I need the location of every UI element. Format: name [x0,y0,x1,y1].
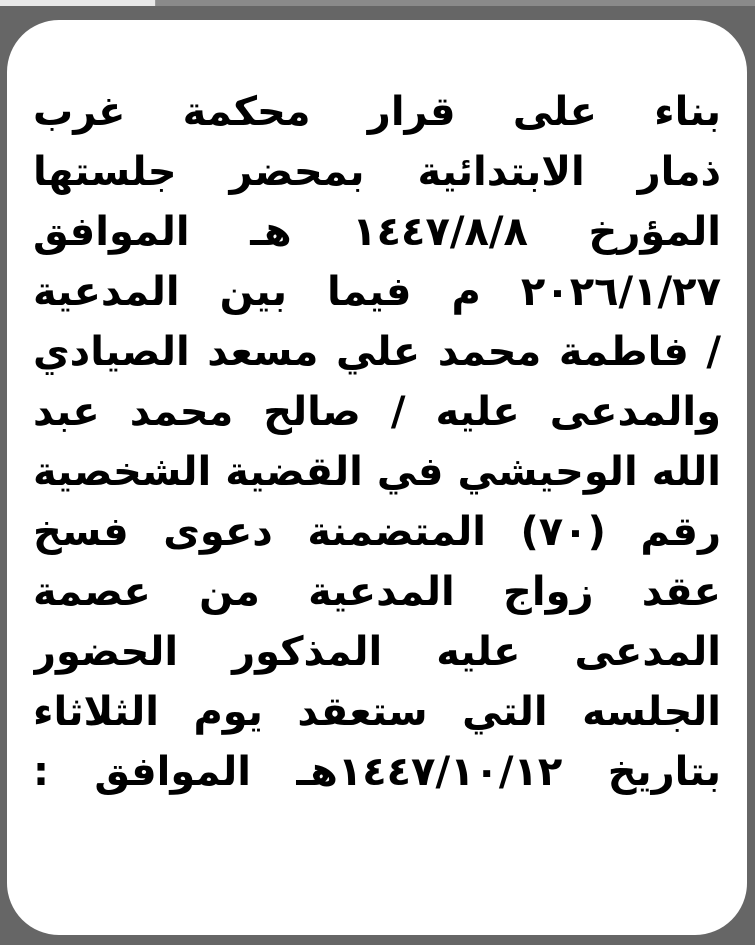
notice-text [33,82,721,802]
notice-line: ذمار الابتدائية بمحضر جلستها [33,149,721,195]
notice-line: المؤرخ ١٤٤٧/٨/٨ هـ الموافق [33,209,721,255]
notice-line: / فاطمة محمد علي مسعد الصيادي [33,329,721,375]
notice-card [7,20,747,935]
top-tab [0,0,156,6]
notice-line: والمدعى عليه / صالح محمد عبد [33,389,721,435]
notice-line: الجلسه التي ستعقد يوم الثلاثاء [33,689,721,735]
notice-line: بتاريخ ١٤٤٧/١٠/١٢هـ الموافق : [33,749,721,795]
notice-line: الله الوحيشي في القضية الشخصية [33,449,721,495]
notice-line: المدعى عليه المذكور الحضور [33,629,721,675]
notice-line: عقد زواج المدعية من عصمة [33,569,721,615]
notice-line: ٢٠٢٦/١/٢٧ م فيما بين المدعية [33,269,721,315]
notice-line: رقم (٧٠) المتضمنة دعوى فسخ [33,509,721,555]
notice-line: بناء على قرار محكمة غرب [33,89,721,135]
